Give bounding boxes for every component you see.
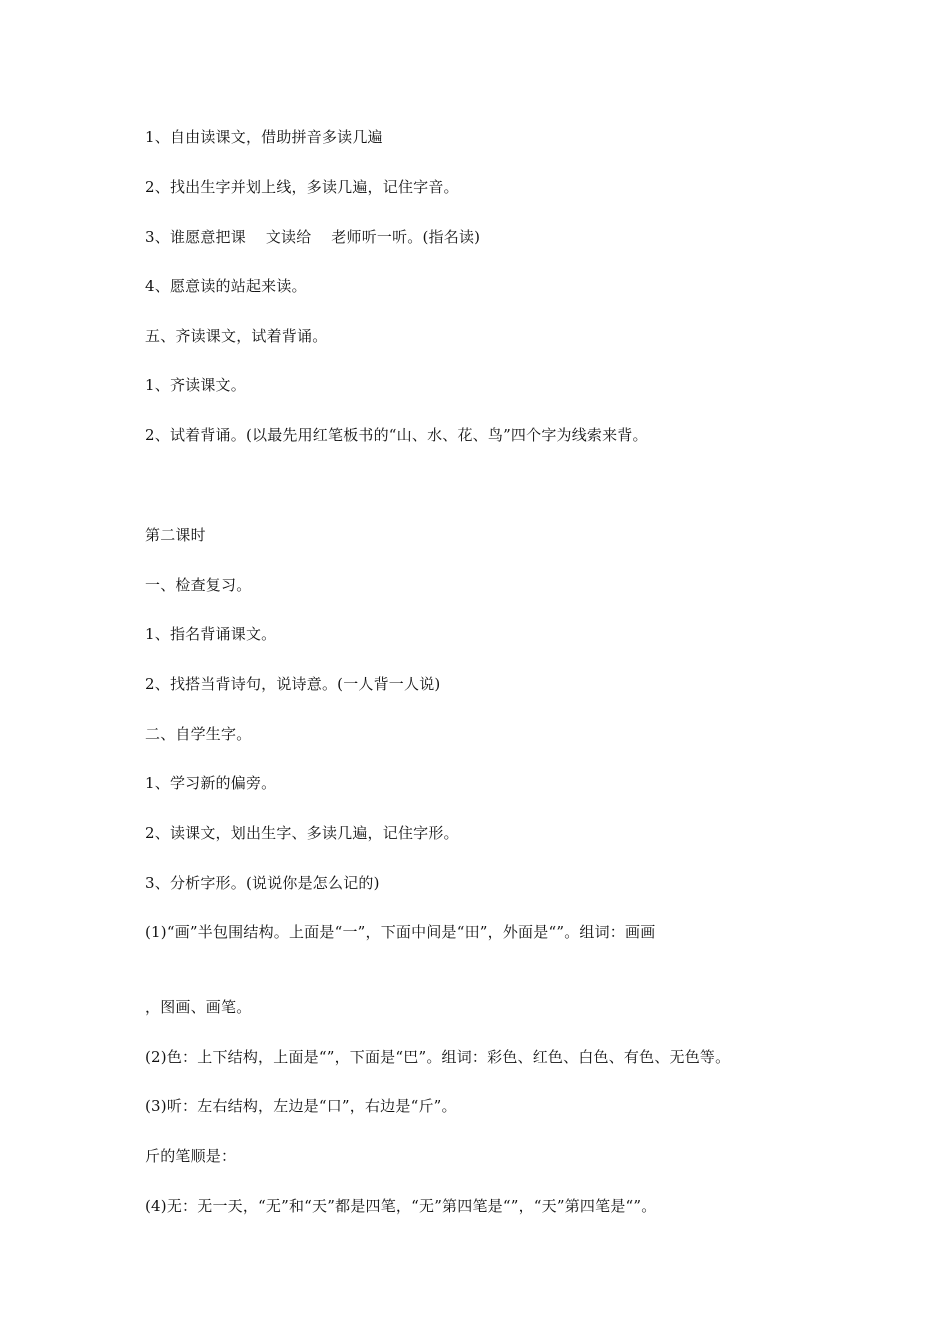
section-heading: 五、齐读课文，试着背诵。 [145, 327, 328, 345]
text-line: 4、愿意读的站起来读。 [145, 277, 307, 295]
text-line: (2)色：上下结构，上面是“”，下面是“巴”。组词：彩色、红色、白色、有色、无色等。 [145, 1048, 731, 1066]
text-line: 2、试着背诵。(以最先用红笔板书的“山、水、花、鸟”四个字为线索来背。 [145, 426, 648, 444]
text-line: ，图画、画笔。 [145, 998, 252, 1016]
text-line: 2、读课文，划出生字、多读几遍，记住字形。 [145, 824, 459, 842]
text-line: (1)“画”半包围结构。上面是“一”，下面中间是“田”，外面是“”。组词：画画 [145, 923, 656, 941]
text-line: (3)听：左右结构，左边是“口”，右边是“斤”。 [145, 1097, 457, 1115]
text-line: 1、学习新的偏旁。 [145, 774, 277, 792]
text-line: 3、分析字形。(说说你是怎么记的) [145, 874, 380, 892]
text-line: 1、指名背诵课文。 [145, 625, 277, 643]
text-line: 3、谁愿意把课 文读给 老师听一听。(指名读) [145, 228, 481, 246]
text-line: 2、找出生字并划上线，多读几遍，记住字音。 [145, 178, 459, 196]
text-line: 1、齐读课文。 [145, 376, 246, 394]
lesson-title: 第二课时 [145, 526, 206, 544]
text-line: 2、找搭当背诗句，说诗意。(一人背一人说) [145, 675, 441, 693]
section-heading: 二、自学生字。 [145, 725, 252, 743]
text-line: (4)无：无一天，“无”和“天”都是四笔，“无”第四笔是“”，“天”第四笔是“”。 [145, 1197, 657, 1215]
section-heading: 一、检查复习。 [145, 576, 252, 594]
text-line: 斤的笔顺是： [145, 1147, 237, 1165]
text-line: 1、自由读课文，借助拼音多读几遍 [145, 128, 383, 146]
